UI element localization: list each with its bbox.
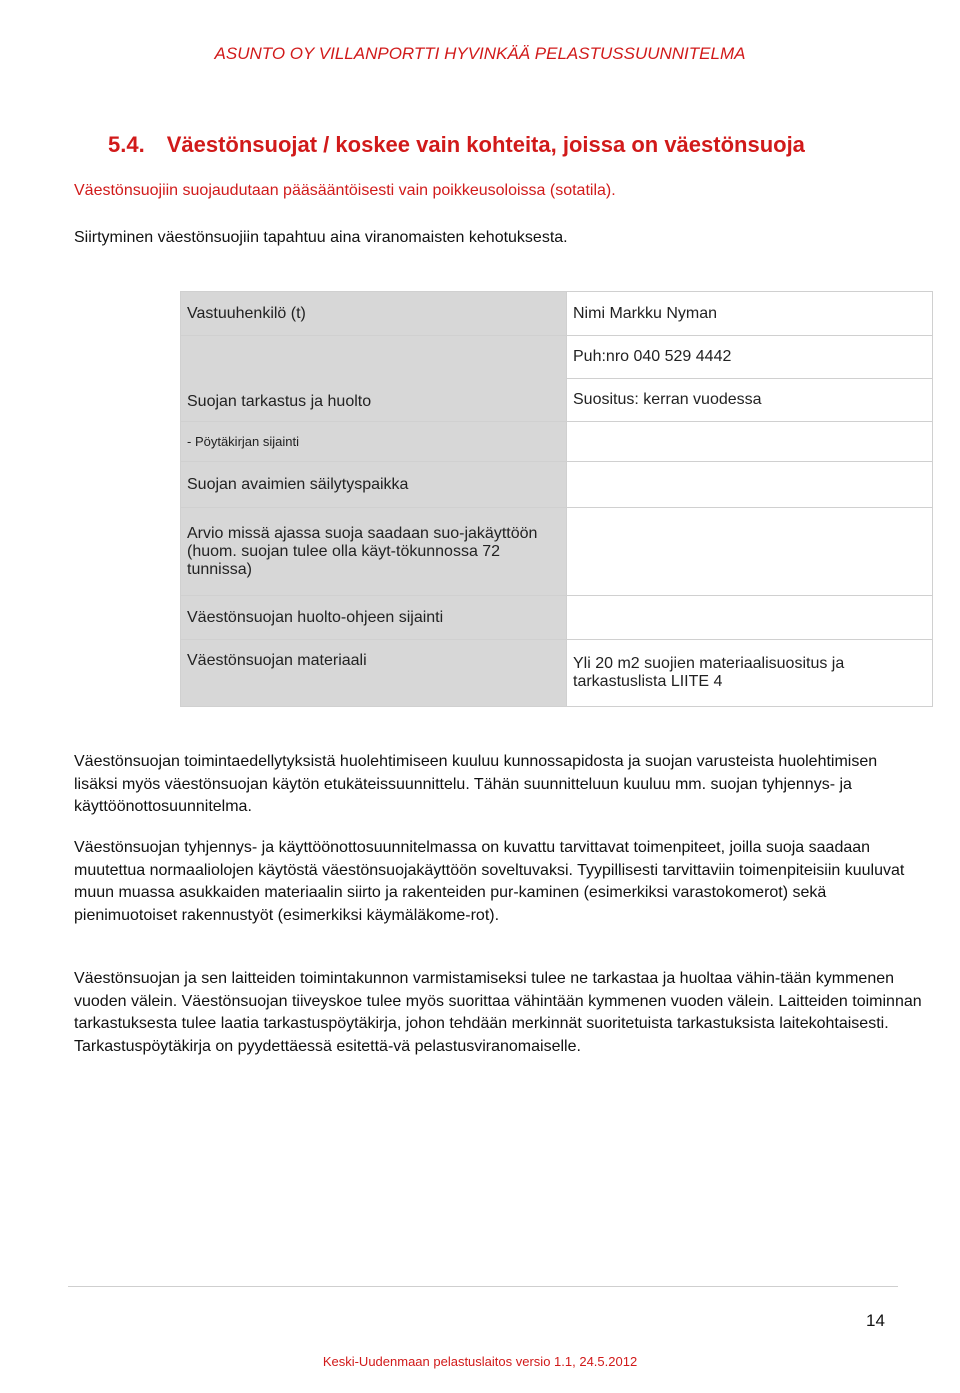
document-header: ASUNTO OY VILLANPORTTI HYVINKÄÄ PELASTUSSUUNNITELMA [214,44,746,63]
table-row [181,640,933,707]
page-number: 14 [866,1311,885,1330]
responsible-person-label: Vastuuhenkilö (t) [181,292,567,336]
section-title: Väestönsuojat / koskee vain kohteita, joissa on väestönsuoja [166,132,805,157]
section-number: 5.4. [108,132,145,157]
paragraph-inspection: Väestönsuojan ja sen laitteiden toimintakunnon varmistamiseksi tulee ne tarkastaa ja huoltaa vähin-tään kymmenen vuoden välein. Väestönsuojan tiiveyskoe tulee myös suorittaa vähintään kymmenen vuoden välein. Laitteiden toiminnan tarkastuksesta tulee laatia tarkastuspöytäkirja, johon tehdään merkinnät suoritetuista tarkastuksista laitekohtaisesti. Tarkastuspöytäkirja on pyydettäessä esitettä-vä pelastusviranomaiselle. [74,970,922,1055]
table-row [181,596,933,640]
shelter-info-table [180,291,933,707]
logbook-location-value [567,422,933,462]
readiness-estimate-value [567,508,933,596]
logbook-location-label: - Pöytäkirjan sijainti [181,422,567,462]
table-row [181,422,933,462]
responsible-person-phone: Puh:nro 040 529 4442 [567,336,933,379]
shelter-materials-value: Yli 20 m2 suojien materiaalisuositus ja tarkastuslista LIITE 4 [567,640,933,707]
table-row [181,508,933,596]
maintenance-manual-value [567,596,933,640]
footer-divider [68,1286,898,1287]
keys-location-value [567,462,933,508]
section-heading [108,132,805,158]
table-row [181,292,933,336]
paragraph-maintenance: Väestönsuojan toimintaedellytyksistä huolehtimiseen kuuluu kunnossapidosta ja suojan varusteista huolehtimisen lisäksi myös väestönsuojan käytön etukäteissuunnittelu. Tähän suunnitteluun kuuluu mm. suojan tyhjennys- ja käyttöönottosuunnitelma. [74,753,878,815]
paragraph-evacuation-plan: Väestönsuojan tyhjennys- ja käyttöönottosuunnitelmassa on kuvattu tarvittavat toimenpiteet, joilla suoja saadaan muutettua normaaliolojen käytöstä väestönsuojakäyttöön soveltuvaksi. Tyypillisesti tarvittaviin toimenpiteisiin kuuluvat muun muassa asukkaiden materiaalin siirto ja rakenteiden pur-kaminen (esimerkiksi varastokomerot) sekä pienimuotoiset rakennustyöt (esimerkiksi käymäläkome-rot). [74,839,905,924]
table-row [181,336,933,379]
responsible-person-name: Nimi Markku Nyman [567,292,933,336]
section-lead: Väestönsuojiin suojaudutaan pääsääntöisesti vain poikkeusoloissa (sotatila). [74,182,616,199]
maintenance-manual-label: Väestönsuojan huolto-ohjeen sijainti [181,596,567,640]
inspection-value: Suositus: kerran vuodessa [567,379,933,422]
shelter-materials-label: Väestönsuojan materiaali [181,640,567,707]
section-lead-2: Siirtyminen väestönsuojiin tapahtuu aina viranomaisten kehotuksesta. [74,229,568,246]
readiness-estimate-label: Arvio missä ajassa suoja saadaan suo-jakäyttöön (huom. suojan tulee olla käyt-tökunnossa 72 tunnissa) [181,508,567,596]
keys-location-label: Suojan avaimien säilytyspaikka [181,462,567,508]
footer-text: Keski-Uudenmaan pelastuslaitos versio 1.1, 24.5.2012 [322,1354,638,1369]
table-row [181,462,933,508]
inspection-label: Suojan tarkastus ja huolto [181,336,567,422]
